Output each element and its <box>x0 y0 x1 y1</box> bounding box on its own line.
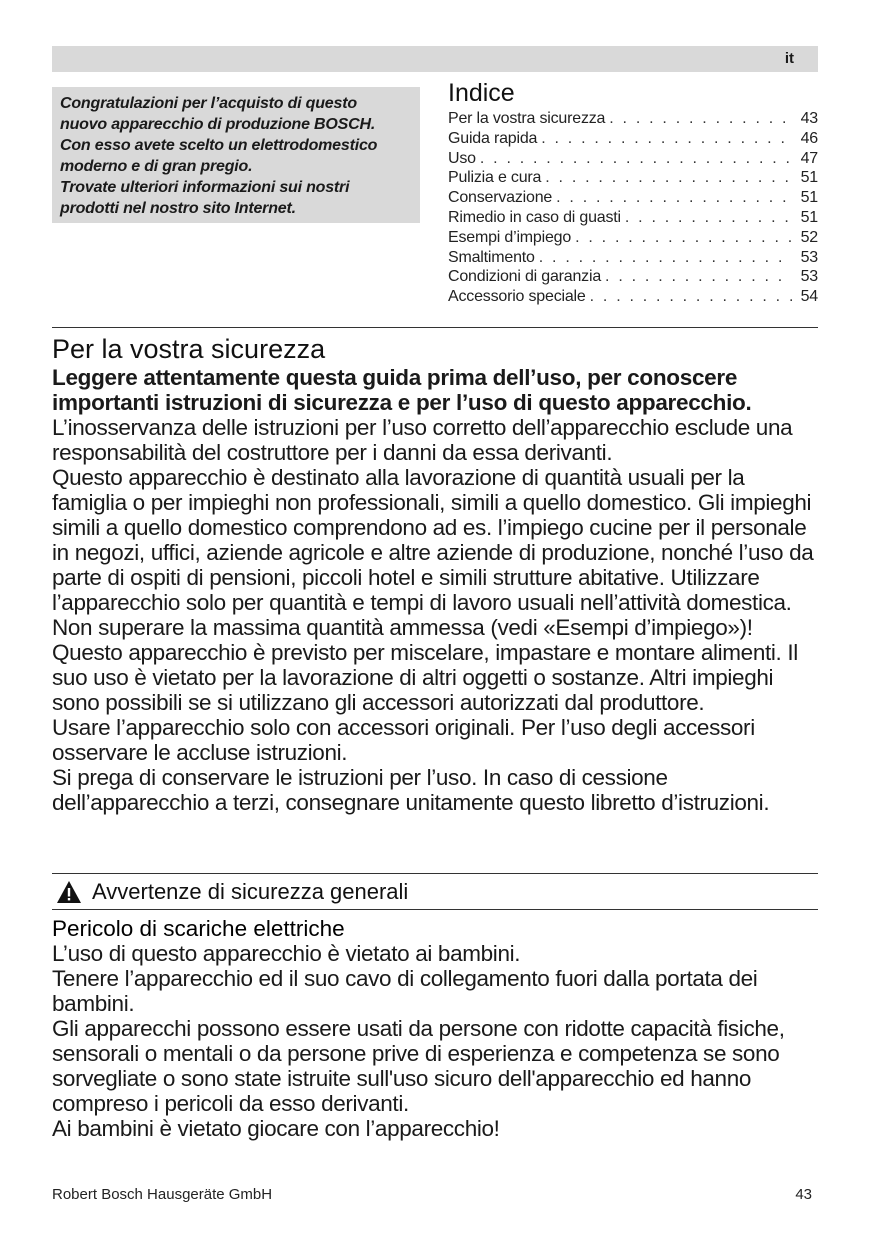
language-bar <box>52 46 818 72</box>
toc-item-label: Guida rapida <box>448 129 538 147</box>
toc-item-page: 51 <box>800 208 818 226</box>
toc-leader <box>545 168 792 188</box>
toc-leader <box>539 248 792 268</box>
toc-title: Indice <box>448 79 515 107</box>
safety-body <box>52 415 822 815</box>
safety-paragraph: Si prega di conservare le istruzioni per l’uso. In caso di cessione dell’apparecchio a terzi, consegnare unitamente questo libretto d’istruzioni. <box>52 765 770 815</box>
toc-item[interactable] <box>448 208 818 228</box>
toc-item[interactable] <box>448 149 818 169</box>
toc-item-label: Uso <box>448 149 476 167</box>
safety-paragraph: Usare l’apparecchio solo con accessori originali. Per l’uso degli accessori osservare le accluse istruzioni. <box>52 715 755 765</box>
intro-line: Trovate ulteriori informazioni sui nostri <box>60 179 350 196</box>
toc-leader <box>556 188 792 208</box>
warnings-title: Avvertenze di sicurezza generali <box>92 879 409 904</box>
warnings-paragraph: Tenere l’apparecchio ed il suo cavo di collegamento fuori dalla portata dei bambini. <box>52 966 758 1016</box>
intro-box <box>52 87 420 223</box>
warnings-body <box>52 941 822 1141</box>
toc-leader <box>605 267 792 287</box>
safety-title: Per la vostra sicurezza <box>52 334 326 364</box>
section-divider <box>52 909 818 910</box>
toc-item[interactable] <box>448 168 818 188</box>
toc-item[interactable] <box>448 188 818 208</box>
toc-leader <box>609 109 792 129</box>
warnings-paragraph: L’uso di questo apparecchio è vietato ai bambini. <box>52 941 521 966</box>
section-divider <box>52 873 818 874</box>
toc-item[interactable] <box>448 109 818 129</box>
toc-item[interactable] <box>448 248 818 268</box>
toc-leader <box>625 208 792 228</box>
toc-item-page: 53 <box>800 248 818 266</box>
page-footer <box>52 1186 818 1203</box>
intro-line: moderno e di gran pregio. <box>60 158 253 175</box>
toc-item-label: Accessorio speciale <box>448 288 586 306</box>
toc-item[interactable] <box>448 267 818 287</box>
page-number: 43 <box>795 1186 812 1203</box>
toc-item-label: Condizioni di garanzia <box>448 268 602 286</box>
intro-line: nuovo apparecchio di produzione BOSCH. <box>60 116 376 133</box>
intro-line: Congratulazioni per l’acquisto di questo <box>60 95 357 112</box>
safety-paragraph: L’inosservanza delle istruzioni per l’uso corretto dell’apparecchio esclude una responsabilità del costruttore per i danni da essa derivanti. <box>52 415 793 465</box>
footer-company: Robert Bosch Hausgeräte GmbH <box>52 1186 273 1203</box>
toc-item[interactable] <box>448 287 818 307</box>
section-divider <box>52 327 818 328</box>
warning-triangle-icon <box>56 880 82 904</box>
table-of-contents <box>448 78 818 307</box>
toc-item-label: Per la vostra sicurezza <box>448 110 606 127</box>
toc-item-label: Conservazione <box>448 189 553 207</box>
toc-item-page: 47 <box>800 149 818 167</box>
toc-item-page: 51 <box>800 169 818 187</box>
toc-leader <box>541 129 792 149</box>
warnings-section <box>52 916 822 1141</box>
toc-item[interactable] <box>448 228 818 248</box>
toc-item-page: 54 <box>800 288 818 306</box>
intro-line: prodotti nel nostro sito Internet. <box>60 200 296 217</box>
safety-lead: Leggere attentamente questa guida prima dell’uso, per conoscere importanti istruzioni di sicurezza e per l’uso di questo apparecchio. <box>52 365 752 415</box>
toc-item-page: 46 <box>800 129 818 147</box>
toc-item-label: Rimedio in caso di guasti <box>448 208 621 226</box>
warnings-subtitle: Pericolo di scariche elettriche <box>52 916 345 941</box>
toc-item-label: Esempi d’impiego <box>448 228 572 246</box>
warnings-paragraph: Gli apparecchi possono essere usati da persone con ridotte capacità fisiche, sensorali o mentali o da persone prive di esperienza e competenza se sono sorvegliate o sono state istruite sull'uso sicuro dell'apparecchio ed hanno compreso i pericoli da esso derivanti. <box>52 1016 785 1116</box>
safety-paragraph: Questo apparecchio è destinato alla lavorazione di quantità usuali per la famiglia o per impieghi non professionali, simili a quello domestico. Gli impieghi simili a quello domestico comprendono ad es. l’impiego cucine per il personale in negozi, uffici, aziende agricole e altre aziende di produzione, nonché l’uso da parte di ospiti di pensioni, piccoli hotel e simili strutture abitative. Utilizzare l’apparecchio solo per quantità e tempi di lavoro usuali nell’attività domestica. Non superare la massima quantità ammessa (vedi «Esempi d’impiego»)! <box>52 465 814 640</box>
language-code: it <box>784 50 794 67</box>
toc-item-label: Pulizia e cura <box>448 169 542 187</box>
safety-section <box>52 333 822 815</box>
toc-item-page: 52 <box>800 228 818 246</box>
toc-item-page: 43 <box>800 110 818 127</box>
toc-item-label: Smaltimento <box>448 248 535 266</box>
toc-leader <box>575 228 792 248</box>
toc-item-page: 51 <box>800 189 818 207</box>
toc-item[interactable] <box>448 129 818 149</box>
toc-leader <box>480 149 792 169</box>
warnings-paragraph: Ai bambini è vietato giocare con l’apparecchio! <box>52 1116 500 1141</box>
toc-leader <box>590 287 792 307</box>
safety-paragraph: Questo apparecchio è previsto per miscelare, impastare e montare alimenti. Il suo uso è vietato per la lavorazione di altri oggetti o sostanze. Altri impieghi sono possibili se si utilizzano gli accessori autorizzati dal produttore. <box>52 640 798 715</box>
toc-item-page: 53 <box>800 268 818 286</box>
warnings-heading <box>52 878 818 906</box>
intro-line: Con esso avete scelto un elettrodomestico <box>60 137 378 154</box>
